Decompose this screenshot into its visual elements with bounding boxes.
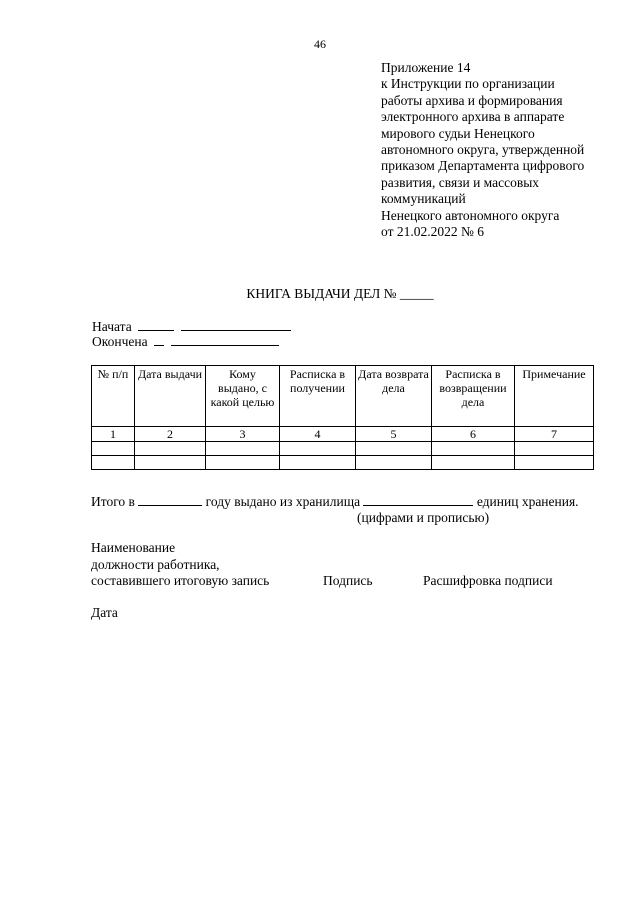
- finished-day-blank[interactable]: [154, 333, 164, 346]
- appendix-line: приказом Департамента цифрового: [381, 158, 585, 174]
- header-cell: Расписка в получении: [280, 366, 356, 427]
- appendix-line: развития, связи и массовых: [381, 174, 540, 190]
- issue-register-table: [91, 365, 594, 470]
- page-number: 46: [314, 37, 326, 51]
- header-cell: Дата выдачи: [135, 366, 206, 427]
- header-cell: Кому выдано, с какой целью: [206, 366, 280, 427]
- signature-decode-label: Расшифровка подписи: [423, 573, 553, 588]
- table-cell[interactable]: [515, 442, 594, 456]
- column-number: 3: [206, 427, 280, 442]
- appendix-line: коммуникаций: [381, 191, 466, 207]
- started-label: Начата: [92, 319, 132, 334]
- table-header-row: [92, 366, 594, 427]
- position-line: составившего итоговую запись: [91, 573, 270, 588]
- position-line: должности работника,: [91, 556, 220, 572]
- column-number: 7: [515, 427, 594, 442]
- total-units-blank[interactable]: [363, 493, 473, 506]
- appendix-line: Ненецкого автономного округа: [381, 207, 560, 223]
- appendix-line: работы архива и формирования: [381, 92, 563, 108]
- column-number: 1: [92, 427, 135, 442]
- total-year-blank[interactable]: [138, 493, 202, 506]
- started-day-blank[interactable]: [138, 318, 174, 331]
- table-cell[interactable]: [135, 456, 206, 470]
- started-date-blank[interactable]: [181, 318, 291, 331]
- header-cell: Примечание: [515, 366, 594, 427]
- table-cell[interactable]: [515, 456, 594, 470]
- table-number-row: [92, 427, 594, 442]
- total-suffix: единиц хранения.: [476, 494, 579, 509]
- finished-line: [92, 333, 279, 350]
- table-cell[interactable]: [432, 442, 515, 456]
- table-cell[interactable]: [92, 442, 135, 456]
- header-cell: № п/п: [92, 366, 135, 427]
- table-cell[interactable]: [92, 456, 135, 470]
- finished-date-blank[interactable]: [171, 333, 279, 346]
- signature-label: Подпись: [323, 573, 373, 588]
- total-line: [91, 493, 579, 510]
- column-number: 6: [432, 427, 515, 442]
- appendix-line: к Инструкции по организации: [381, 76, 555, 92]
- table-cell[interactable]: [206, 442, 280, 456]
- total-middle: году выдано из хранилища: [205, 494, 361, 509]
- appendix-line: Приложение 14: [381, 60, 471, 75]
- document-title: КНИГА ВЫДАЧИ ДЕЛ № _____: [246, 286, 434, 301]
- table-cell[interactable]: [356, 456, 432, 470]
- header-cell: Расписка в возвращении дела: [432, 366, 515, 427]
- appendix-line: электронного архива в аппарате: [381, 109, 565, 125]
- table-cell[interactable]: [135, 442, 206, 456]
- table-cell[interactable]: [206, 456, 280, 470]
- finished-label: Окончена: [92, 334, 148, 349]
- table-cell[interactable]: [356, 442, 432, 456]
- appendix-line: от 21.02.2022 № 6: [381, 224, 484, 240]
- column-number: 2: [135, 427, 206, 442]
- column-number: 5: [356, 427, 432, 442]
- table-cell[interactable]: [280, 442, 356, 456]
- table-row[interactable]: [92, 442, 594, 456]
- total-hint: (цифрами и прописью): [357, 510, 490, 525]
- total-prefix: Итого в: [91, 494, 135, 509]
- column-number: 4: [280, 427, 356, 442]
- header-cell: Дата возврата дела: [356, 366, 432, 427]
- position-line: Наименование: [91, 540, 176, 555]
- table-cell[interactable]: [432, 456, 515, 470]
- appendix-line: мирового судьи Ненецкого: [381, 125, 535, 141]
- position-label-block: [91, 540, 269, 590]
- table-cell[interactable]: [280, 456, 356, 470]
- appendix-line: автономного округа, утвержденной: [381, 142, 585, 158]
- appendix-header: [381, 60, 584, 240]
- date-label: Дата: [91, 605, 118, 620]
- table-row[interactable]: [92, 456, 594, 470]
